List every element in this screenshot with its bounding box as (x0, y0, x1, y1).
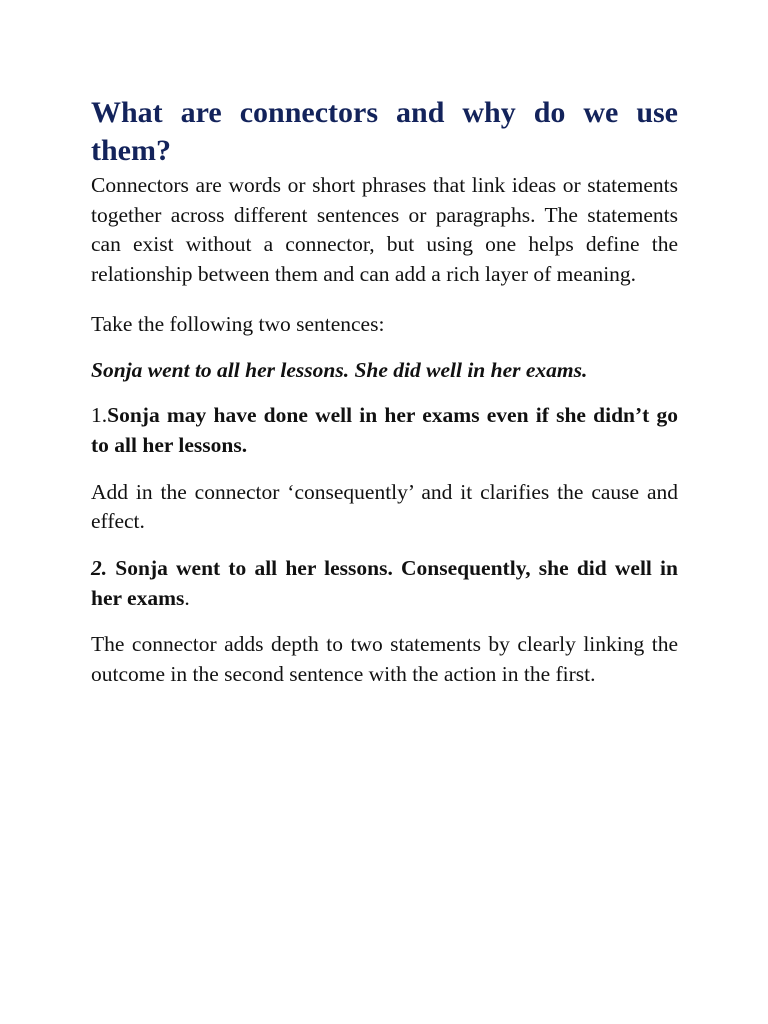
item-2-number: 2. (91, 556, 108, 581)
conclusion-paragraph: The connector adds depth to two statements by clearly linking the outcome in the second sentence with the action in the first. (91, 632, 678, 687)
item-1-text: Sonja may have done well in her exams even if she didn’t go to all her lessons. (91, 403, 678, 457)
item-2-text: Sonja went to all her lessons. Consequently, she did well in her exams (91, 556, 678, 610)
item-2-end: . (184, 585, 190, 610)
intro-paragraph: Connectors are words or short phrases that link ideas or statements together across different sentences or paragraphs. The statements can exist without a connector, but using one helps define the relationship between them and can add a rich layer of meaning. (91, 173, 678, 287)
page-title: What are connectors and why do we use them? (91, 96, 678, 167)
add-connector-text: Add in the connector ‘consequently’ and it clarifies the cause and effect. (91, 479, 678, 534)
item-1-paragraph (91, 401, 678, 460)
item-1-number: 1. (91, 403, 108, 428)
document-page (91, 94, 678, 690)
example-sentence: Sonja went to all her lessons. She did well in her exams. (91, 357, 588, 382)
add-connector-paragraph (91, 478, 678, 537)
item-2-paragraph (91, 554, 678, 613)
take-following-paragraph: Take the following two sentences: (91, 311, 385, 336)
